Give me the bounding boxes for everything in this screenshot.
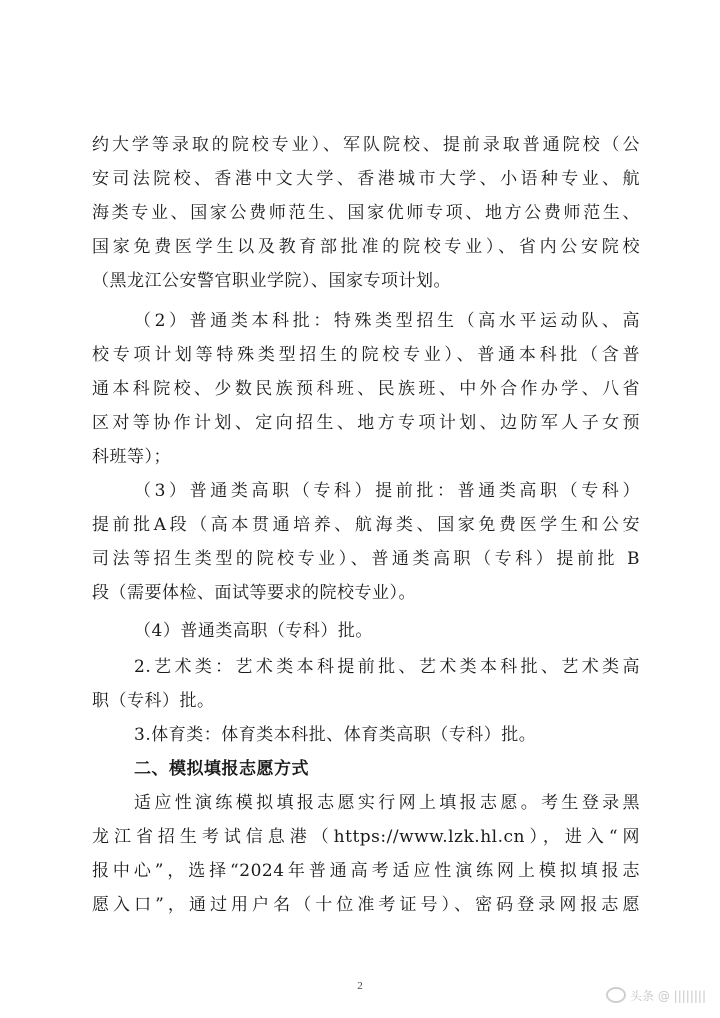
body-line: 司法等招生类型的院校专业）、普通类高职（专科）提前批 B bbox=[92, 549, 640, 569]
body-line: 段（需要体检、面试等要求的院校专业）。 bbox=[92, 583, 416, 603]
body-line: 职（专科）批。 bbox=[92, 691, 215, 711]
paragraph-first-line: 2.艺术类：艺术类本科提前批、艺术类本科批、艺术类高 bbox=[134, 657, 640, 677]
body-line: 科班等）； bbox=[92, 447, 171, 467]
paragraph-first-line: （3）普通类高职（专科）提前批：普通类高职（专科） bbox=[134, 481, 640, 501]
paragraph-first-line: （4）普通类高职（专科）批。 bbox=[134, 621, 373, 641]
body-line: 龙江省招生考试信息港（https://www.lzk.hl.cn），进入“网 bbox=[92, 827, 640, 847]
watermark bbox=[606, 986, 706, 1004]
body-line: 海类专业、国家公费师范生、国家优师专项、地方公费师范生、 bbox=[92, 203, 640, 223]
body-line: 通本科院校、少数民族预科班、民族班、中外合作办学、八省 bbox=[92, 379, 640, 399]
paragraph-first-line: 3.体育类：体育类本科批、体育类高职（专科）批。 bbox=[134, 725, 537, 745]
page-number: 2 bbox=[357, 980, 363, 992]
watermark-text: 头条 @ |||||||| bbox=[630, 988, 706, 1003]
watermark-logo-icon bbox=[606, 987, 626, 1003]
paragraph-first-line: 适应性演练模拟填报志愿实行网上填报志愿。考生登录黑 bbox=[134, 793, 640, 813]
body-line: 区对等协作计划、定向招生、地方专项计划、边防军人子女预 bbox=[92, 413, 640, 433]
body-line: 校专项计划等特殊类型招生的院校专业）、普通本科批（含普 bbox=[92, 345, 640, 365]
body-line: 安司法院校、香港中文大学、香港城市大学、小语种专业、航 bbox=[92, 169, 640, 189]
paragraph-first-line: （2）普通类本科批：特殊类型招生（高水平运动队、高 bbox=[134, 311, 640, 331]
body-line: 国家免费医学生以及教育部批准的院校专业）、省内公安院校 bbox=[92, 237, 640, 257]
body-line: 约大学等录取的院校专业）、军队院校、提前录取普通院校（公 bbox=[92, 135, 640, 155]
section-heading: 二、模拟填报志愿方式 bbox=[134, 759, 309, 779]
body-line: 愿入口”，通过用户名（十位准考证号）、密码登录网报志愿 bbox=[92, 895, 640, 915]
body-line: 报中心”，选择“2024年普通高考适应性演练网上模拟填报志 bbox=[92, 861, 640, 881]
body-line: 提前批A段（高本贯通培养、航海类、国家免费医学生和公安 bbox=[92, 515, 640, 535]
body-line: （黑龙江公安警官职业学院）、国家专项计划。 bbox=[92, 271, 451, 291]
